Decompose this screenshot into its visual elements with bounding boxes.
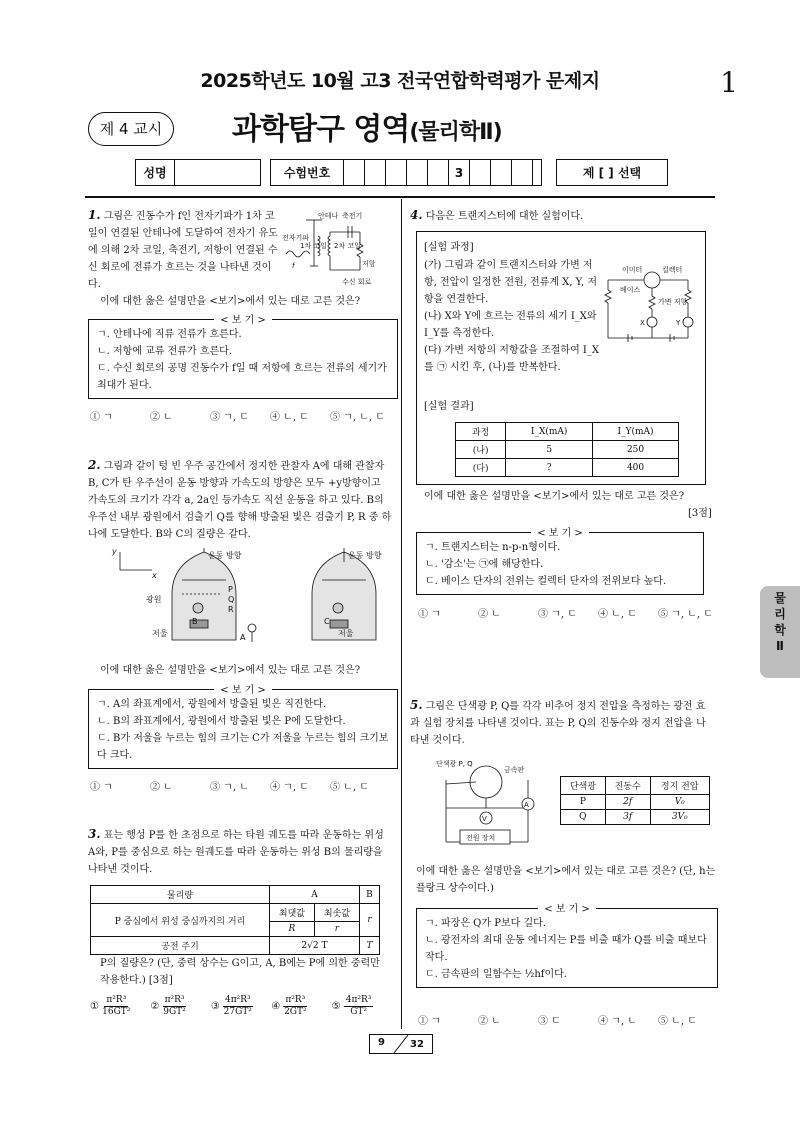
fig-collector-label: 컬렉터 <box>662 266 683 274</box>
th: 정지 전압 <box>650 777 710 795</box>
choice-mark: ⑤ <box>331 1001 341 1012</box>
frac-num: 4π²R³ <box>224 995 251 1005</box>
q4-item: ㄴ. '감소'는 ㉠에 해당한다. <box>425 559 544 570</box>
th-max: 최댓값 <box>269 904 314 922</box>
cell: 5 <box>506 441 593 459</box>
exam-no-cell[interactable] <box>512 160 533 185</box>
q1-text <box>88 207 278 293</box>
fig-B: B <box>192 617 198 626</box>
cell-period-b: T <box>359 937 379 955</box>
frac-den: 2GT² <box>284 1007 307 1017</box>
q4-stem: 다음은 트랜지스터에 대한 실험이다. <box>425 211 584 222</box>
th-a: A <box>269 886 359 904</box>
fig-Y-label: Y <box>676 319 681 327</box>
subject-main: 과학탐구 영역 <box>232 112 410 147</box>
exam-no-cell[interactable] <box>470 160 491 185</box>
q2-item: ㄷ. B가 저울을 누르는 힘의 크기는 C가 저울을 누르는 힘의 크기보다 크다. <box>97 733 389 761</box>
fig-dir-label-2: 운동 방향 <box>348 551 382 560</box>
q4-number: 4. <box>410 208 423 222</box>
q4-table <box>455 422 679 477</box>
cell: (다) <box>456 459 506 477</box>
q5-item: ㄴ. 광전자의 최대 운동 에너지는 P를 비출 때가 Q를 비출 때보다 작다. <box>425 935 707 963</box>
cell: 400 <box>593 459 679 477</box>
name-field[interactable] <box>175 160 260 185</box>
choice[interactable]: ⑤ ㄴ, ㄷ <box>330 782 369 793</box>
choice[interactable]: ⑤ ㄱ, ㄴ, ㄷ <box>658 609 713 620</box>
q4-steps <box>424 257 600 376</box>
q2-prompt: 이에 대한 옳은 설명만을 <보기>에서 있는 대로 고른 것은? <box>100 665 361 676</box>
cell: 2f <box>605 795 650 810</box>
choice[interactable]: ② ㄴ <box>478 1016 501 1027</box>
fig-coil1-label: 1차 코일 <box>300 242 327 250</box>
exam-title: 2025학년도 10월 고3 전국연합학력평가 문제지 <box>200 70 600 92</box>
choice[interactable]: ① ㄱ <box>90 412 113 423</box>
subject-side-tab <box>760 586 800 678</box>
choice[interactable]: ③ ㄷ <box>538 1016 561 1027</box>
q4-item: ㄷ. 베이스 단자의 전위는 컬렉터 단자의 전위보다 높다. <box>425 576 667 587</box>
choice[interactable]: ③ ㄱ, ㄷ <box>210 412 249 423</box>
q4-text <box>410 207 710 225</box>
th: 단색광 <box>561 777 606 795</box>
fig-emitter-label: 이미터 <box>622 266 643 274</box>
choice[interactable] <box>271 995 331 1018</box>
q5-figure <box>436 760 546 854</box>
q3-table <box>90 885 380 955</box>
q1-bogi-box <box>88 315 398 399</box>
th: I_X(mA) <box>506 423 593 441</box>
q2-item: ㄴ. B의 좌표계에서, 광원에서 방출된 빛은 P에 도달한다. <box>97 716 346 727</box>
q5-prompt: 이에 대한 옳은 설명만을 <보기>에서 있는 대로 고른 것은? (단, h는 플랑크 상수이다.) <box>416 866 716 894</box>
choice[interactable]: ① ㄱ <box>418 1016 441 1027</box>
choice-mark: ④ <box>271 1001 281 1012</box>
tab-char: 물 <box>774 591 786 605</box>
q5-bogi-label: < 보 기 > <box>538 904 596 915</box>
q5-table <box>560 776 710 825</box>
q1-item: ㄱ. 안테나에 직류 전류가 흐른다. <box>97 329 242 340</box>
frac-num: π²R³ <box>106 995 127 1005</box>
subject-sub: (물리학Ⅱ) <box>409 120 502 145</box>
q1-stem: 그림은 진동수가 f인 전자기파가 1차 코일이 연결된 안테나에 도달하여 전자기 유도에 의해 2차 코일, 축전기, 저항이 연결된 수신 회로에 전류가 흐르는 것을 나타낸 것이다. <box>88 211 278 290</box>
q2-text <box>88 457 392 543</box>
fig-R: R <box>228 605 234 614</box>
q1-number: 1. <box>88 208 101 222</box>
th: 과정 <box>456 423 506 441</box>
fig-A: A <box>240 633 246 642</box>
fig-Q: Q <box>228 595 235 604</box>
q2-choices <box>90 778 390 793</box>
q3-choices <box>90 995 392 1018</box>
cell-R: R <box>269 922 314 937</box>
th-b: B <box>359 886 379 904</box>
choice[interactable]: ② ㄴ <box>150 412 173 423</box>
fig-voltmeter: V <box>482 815 487 823</box>
frac-den: 9GT² <box>163 1007 186 1017</box>
fig-ammeter: A <box>524 801 529 809</box>
q4-step: (나) X와 Y에 흐르는 전류의 세기 I_X와 I_Y를 측정한다. <box>424 311 597 339</box>
cell-period-a: 2√2 T <box>269 937 359 955</box>
choice[interactable]: ④ ㄴ, ㄷ <box>598 609 637 620</box>
page-indicator <box>369 1034 433 1054</box>
q2-bogi-box <box>88 685 398 769</box>
row-distance: P 중심에서 위성 중심까지의 거리 <box>91 904 270 937</box>
q4-choices <box>418 605 718 620</box>
fig-var-label: 가변 저항 <box>658 298 688 306</box>
fig-dir-label: 운동 방향 <box>208 551 242 560</box>
page-number: 1 <box>720 66 738 99</box>
choice-mark: ② <box>150 1001 160 1012</box>
cell: V₀ <box>650 795 710 810</box>
frac-den: 27GT² <box>223 1007 252 1017</box>
page-total: 32 <box>410 1039 424 1050</box>
th: 진동수 <box>605 777 650 795</box>
fig-P: P <box>228 585 233 594</box>
fig-wave-label: 전자기파 <box>282 234 310 242</box>
column-divider <box>401 199 402 1029</box>
choice[interactable]: ⑤ ㄱ, ㄴ, ㄷ <box>330 412 385 423</box>
q4-step: (가) 그림과 같이 트랜지스터와 가변 저항, 전압이 일정한 전원, 전류계 X, Y, 저항을 연결한다. <box>424 260 597 305</box>
exam-no-cell[interactable] <box>533 160 541 185</box>
q5-item: ㄱ. 파장은 Q가 P보다 길다. <box>425 918 546 929</box>
choice[interactable]: ④ ㄴ, ㄷ <box>270 412 309 423</box>
choice[interactable] <box>90 995 150 1018</box>
q3-stem: 표는 행성 P를 한 초점으로 하는 타원 궤도를 따라 운동하는 위성 A와, P를 중심으로 하는 원궤도를 따라 운동하는 위성 B의 물리량을 나타낸 것이다. <box>88 830 384 875</box>
choice[interactable]: ② ㄴ <box>150 782 173 793</box>
fig-resistor-label: 저항 <box>362 260 376 268</box>
q2-item: ㄱ. A의 좌표계에서, 광원에서 방출된 빛은 직진한다. <box>97 699 327 710</box>
q5-choices <box>418 1012 718 1027</box>
q2-figure <box>112 544 382 648</box>
q5-text <box>410 697 714 749</box>
exam-no-label: 수험번호 <box>271 160 344 185</box>
frac-num: π²R³ <box>285 995 306 1005</box>
cell: 3V₀ <box>650 810 710 825</box>
choice-mark: ① <box>90 1001 99 1012</box>
fig-light-label: 단색광 P, Q <box>436 760 473 768</box>
choice[interactable] <box>332 995 392 1018</box>
fig-scale-label: 저울 <box>152 629 168 638</box>
name-label: 성명 <box>136 160 175 185</box>
choice[interactable] <box>211 995 271 1018</box>
fig-light-label: 광원 <box>146 595 162 604</box>
cell: 3f <box>605 810 650 825</box>
frac-num: π²R³ <box>164 995 185 1005</box>
q5-item: ㄷ. 금속판의 일함수는 ½hf이다. <box>425 969 567 980</box>
exam-no-cell[interactable] <box>344 160 365 185</box>
q3-number: 3. <box>88 827 101 841</box>
cell-r: r <box>314 922 359 937</box>
fig-X-label: X <box>640 319 645 327</box>
exam-no-cell[interactable] <box>428 160 449 185</box>
frac-num: 4π²R³ <box>345 995 372 1005</box>
q1-item: ㄷ. 수신 회로의 공명 진동수가 f일 때 저항에 흐르는 전류의 세기가 최대가 된다. <box>97 363 387 391</box>
q2-number: 2. <box>88 458 101 472</box>
cell: ? <box>506 459 593 477</box>
fig-scale-label-2: 저울 <box>338 629 354 638</box>
q4-prompt: 이에 대한 옳은 설명만을 <보기>에서 있는 대로 고른 것은? <box>424 491 685 502</box>
q1-bogi-label: < 보 기 > <box>214 315 272 326</box>
cell: 250 <box>593 441 679 459</box>
q2-bogi-label: < 보 기 > <box>214 685 272 696</box>
choice[interactable]: ④ ㄱ, ㄷ <box>270 782 309 793</box>
choice[interactable] <box>150 995 210 1018</box>
q4-bogi-label: < 보 기 > <box>531 528 589 539</box>
fig-y-axis: y <box>112 547 117 556</box>
fig-capacitor-label: 축전기 <box>342 212 363 220</box>
subject-title <box>232 104 502 148</box>
q5-bogi-box <box>416 904 718 988</box>
q4-proc-title: [실험 과정] <box>424 242 474 253</box>
q5-number: 5. <box>410 698 423 712</box>
choice[interactable]: ④ ㄱ, ㄴ <box>598 1016 637 1027</box>
choice[interactable]: ① ㄱ <box>90 782 113 793</box>
q2-stem: 그림과 같이 텅 빈 우주 공간에서 정지한 관찰자 A에 대해 관찰자 B, C가 탄 우주선이 운동 방향과 가속도의 방향은 모두 +y방향이고 가속도의 크기가 각각 a, 2a인 등가속도 직선 운동을 하고 있다. B의 우주선 내부 광원에서 검출기 Q를 향해 방출된 빛은 검출기 P, R 중 하나에 도달한다. B와 C의 질량은 같다. <box>88 461 392 540</box>
cell: Q <box>561 810 606 825</box>
fig-antenna-label: 안테나 <box>318 212 339 220</box>
fig-f-label: f <box>292 262 295 270</box>
q4-bogi-box <box>416 528 704 595</box>
row-period: 공전 주기 <box>91 937 270 955</box>
fig-coil2-label: 2차 코일 <box>334 242 361 250</box>
fig-power-label: 전원 장치 <box>466 834 496 842</box>
exam-no-digit: 3 <box>449 160 470 185</box>
choice[interactable]: ③ ㄱ, ㄷ <box>538 609 577 620</box>
select-box <box>556 159 668 186</box>
q1-item: ㄴ. 저항에 교류 전류가 흐른다. <box>97 346 232 357</box>
select-label: 제 [ ] 선택 <box>582 166 642 180</box>
choice[interactable]: ⑤ ㄴ, ㄷ <box>658 1016 697 1027</box>
q1-choices <box>90 408 390 423</box>
q4-item: ㄱ. 트랜지스터는 n-p-n형이다. <box>425 542 561 553</box>
q3-text <box>88 826 392 878</box>
frac-den: GT² <box>350 1007 367 1017</box>
exam-no-cell[interactable] <box>365 160 386 185</box>
tab-char: 학 <box>774 623 786 637</box>
exam-no-cell[interactable] <box>491 160 512 185</box>
fig-circuit-label: 수신 회로 <box>342 278 372 286</box>
cell: (나) <box>456 441 506 459</box>
exam-no-cell[interactable] <box>386 160 407 185</box>
header-divider <box>85 196 715 198</box>
choice[interactable]: ② ㄴ <box>478 609 501 620</box>
q1-prompt: 이에 대한 옳은 설명만을 <보기>에서 있는 대로 고른 것은? <box>100 296 361 307</box>
page-current: 9 <box>378 1037 385 1048</box>
fig-C: C <box>324 617 330 626</box>
q5-stem: 그림은 단색광 P, Q를 각각 비추어 정지 전압을 측정하는 광전 효과 실험 장치를 나타낸 것이다. 표는 P, Q의 진동수와 정지 전압을 나타낸 것이다. <box>410 701 706 746</box>
frac-den: 16GT² <box>102 1007 131 1017</box>
period-badge: 제 4 교시 <box>88 112 174 146</box>
fig-x-axis: x <box>152 571 157 580</box>
cell-rb: r <box>359 904 379 937</box>
tab-char: 리 <box>774 607 786 621</box>
exam-no-cell[interactable] <box>407 160 428 185</box>
choice-mark: ③ <box>210 1001 220 1012</box>
fig-base-label: 베이스 <box>620 286 641 294</box>
cell: P <box>561 795 606 810</box>
q1-figure <box>282 208 394 290</box>
q4-result-title: [실험 결과] <box>424 401 474 412</box>
q3-prompt: P의 질량은? (단, 중력 상수는 G이고, A, B에는 P에 의한 중력만 작용한다.) [3점] <box>100 958 380 986</box>
choice[interactable]: ① ㄱ <box>418 609 441 620</box>
th-quantity: 물리량 <box>91 886 270 904</box>
fig-metal-label: 금속판 <box>504 766 525 774</box>
th-min: 최솟값 <box>314 904 359 922</box>
exam-number-box <box>270 159 542 186</box>
q4-figure <box>600 262 696 344</box>
th: I_Y(mA) <box>593 423 679 441</box>
name-box <box>135 159 261 186</box>
q4-points: [3점] <box>688 508 712 519</box>
q4-step: (다) 가변 저항의 저항값을 조절하여 I_X를 ㉠ 시킨 후, (나)를 반복한다. <box>424 345 600 373</box>
tab-char: Ⅱ <box>776 639 784 653</box>
choice[interactable]: ③ ㄱ, ㄴ <box>210 782 249 793</box>
